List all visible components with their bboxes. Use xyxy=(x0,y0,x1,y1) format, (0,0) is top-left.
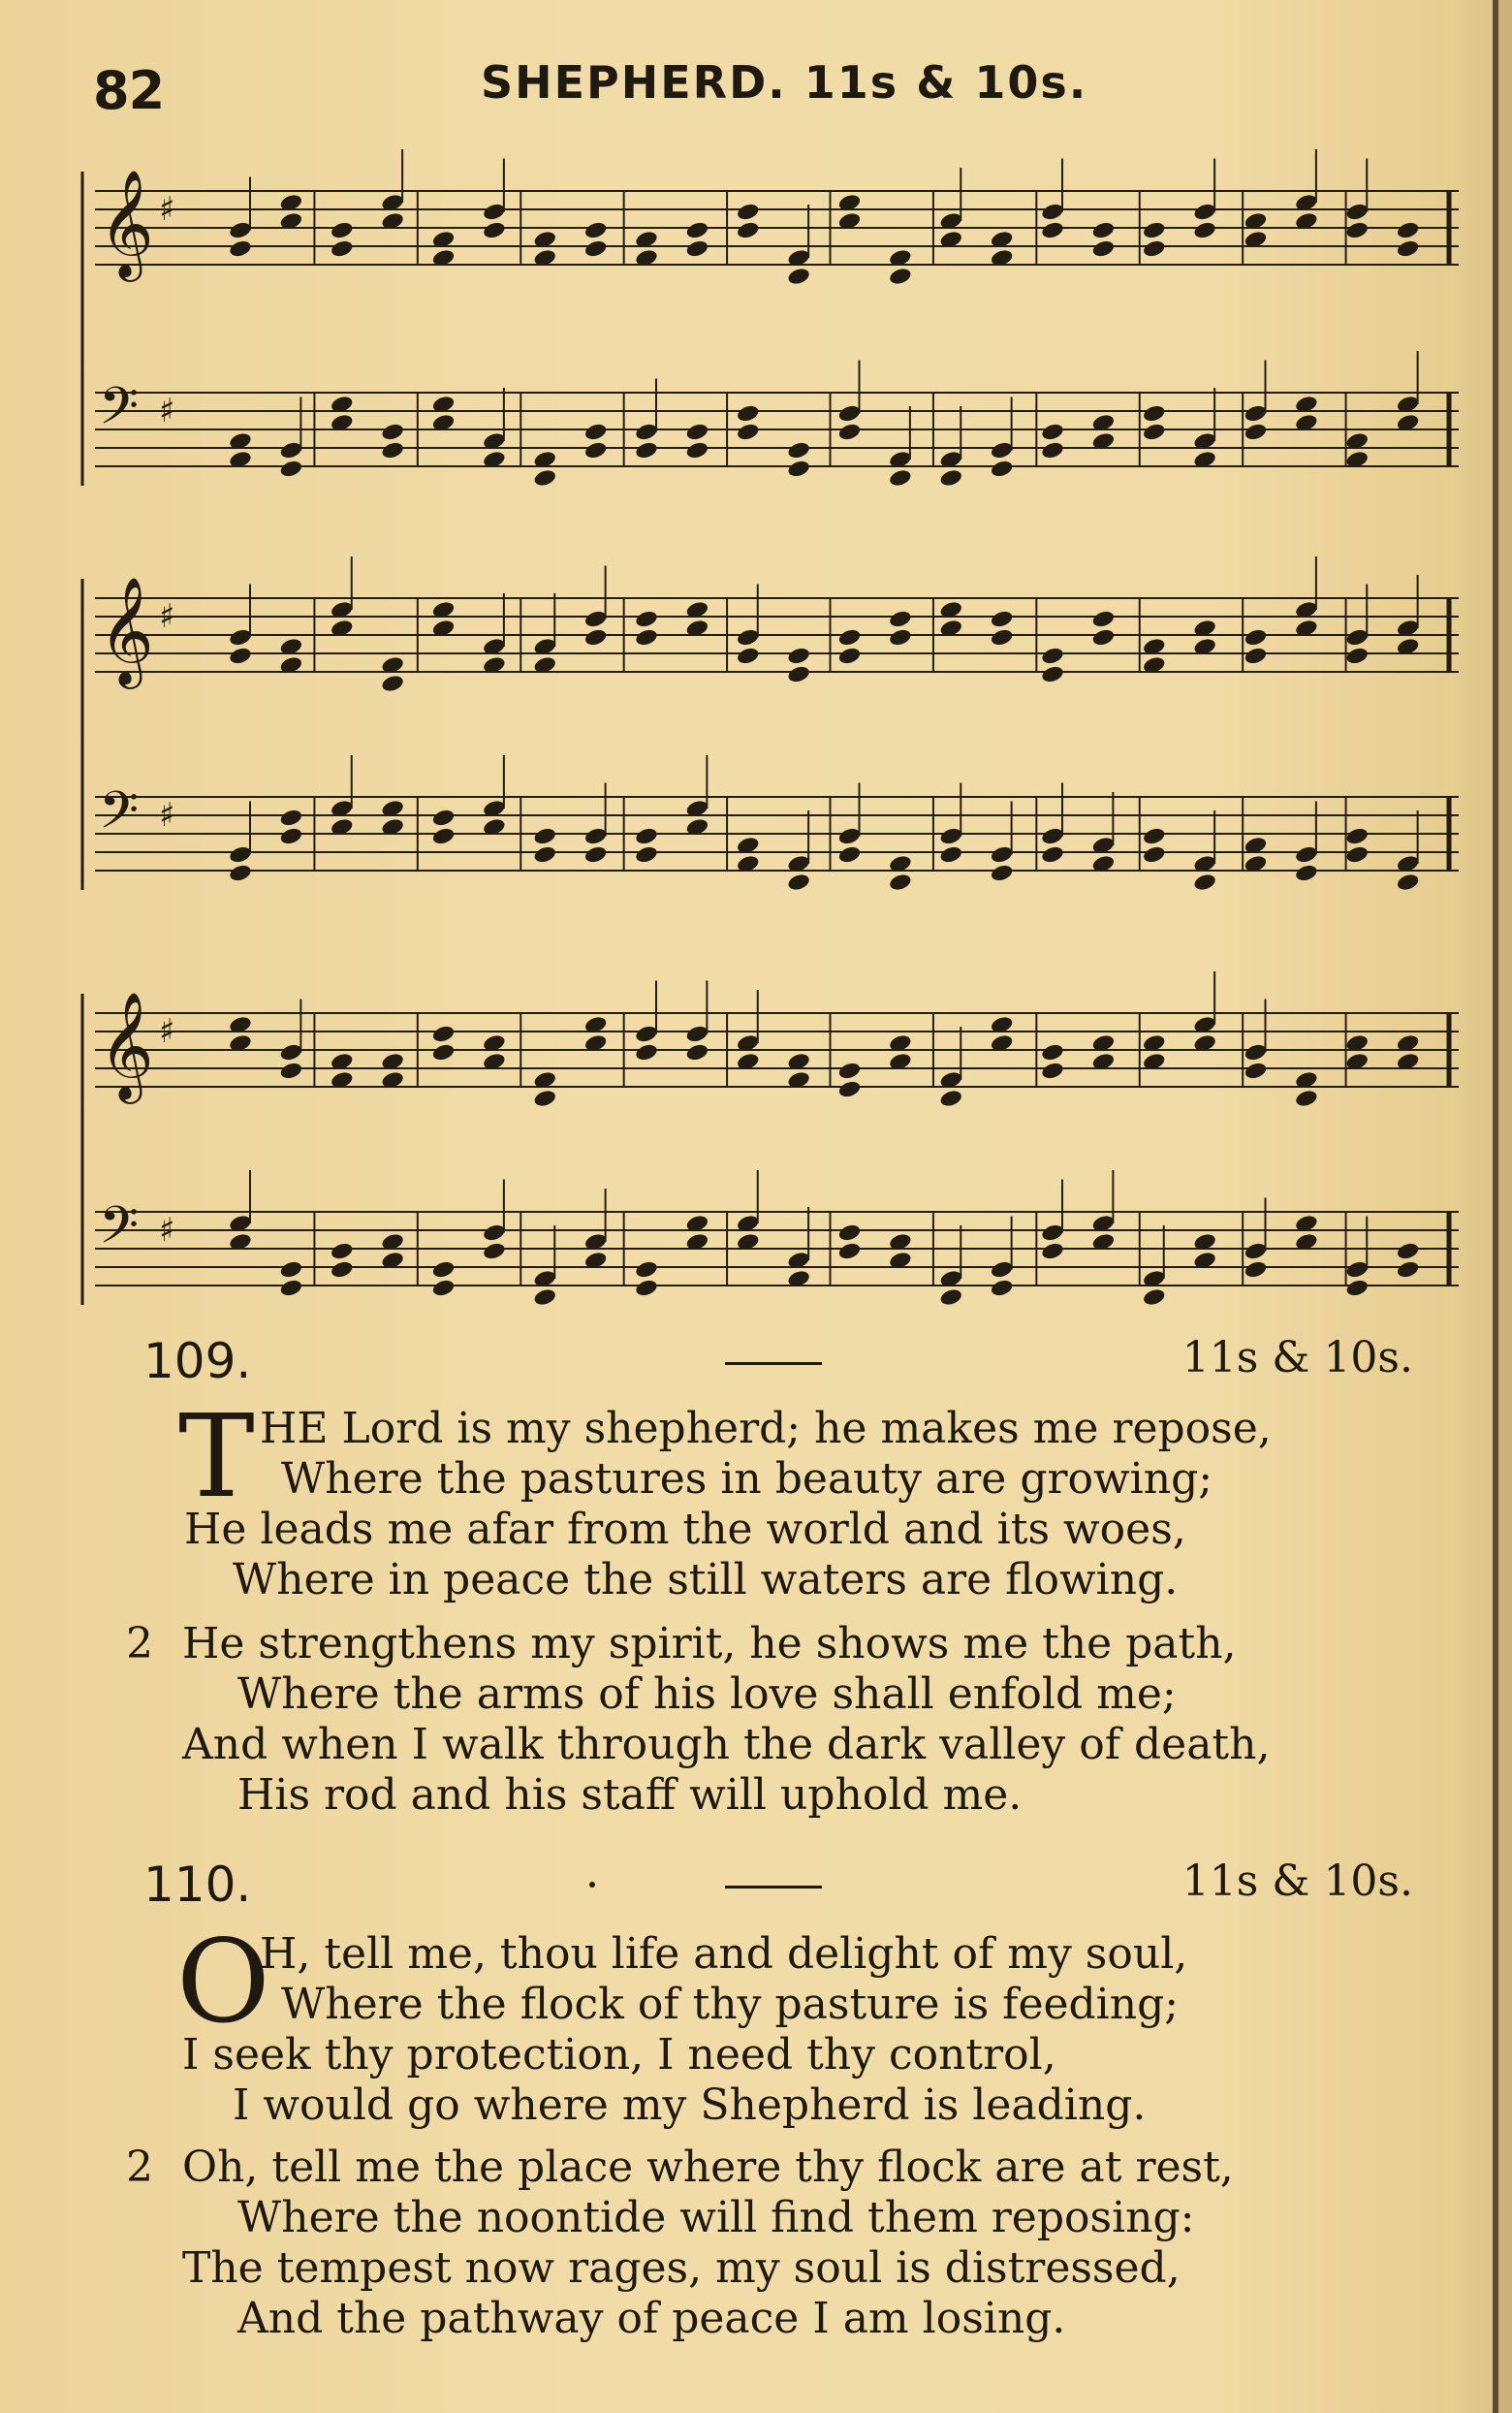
note-head xyxy=(1396,238,1420,259)
note-head xyxy=(1244,1241,1268,1261)
note-head xyxy=(279,808,303,828)
note-head xyxy=(1040,1042,1064,1063)
note-head xyxy=(786,646,810,666)
note-head xyxy=(431,826,456,846)
note-head xyxy=(888,873,912,893)
note-head xyxy=(431,1259,456,1280)
verse-line: Where in peace the still waters are flowing. xyxy=(233,1555,1179,1604)
note-head xyxy=(583,220,608,240)
note-head xyxy=(1040,422,1064,442)
note-head xyxy=(228,646,252,666)
note-head xyxy=(1396,220,1420,240)
verse-line: Where the pastures in beauty are growing; xyxy=(281,1454,1213,1504)
note-head xyxy=(634,627,658,648)
note-head xyxy=(888,609,912,629)
note-head xyxy=(1345,1259,1370,1280)
note-head xyxy=(1192,202,1216,222)
hymn-110-verse-2 xyxy=(126,2143,1415,2344)
note-head xyxy=(1142,844,1166,865)
hymn-number: 109. xyxy=(143,1333,252,1389)
note-head xyxy=(634,440,658,460)
stray-dot xyxy=(589,1882,595,1888)
note-head xyxy=(1244,1259,1268,1280)
note-head xyxy=(1345,646,1370,666)
note-head xyxy=(837,422,862,442)
verse-line: HE Lord is my shepherd; he makes me repose, xyxy=(260,1404,1272,1453)
note-head xyxy=(837,646,862,666)
note-head xyxy=(1040,220,1064,240)
treble-clef-icon: 𝄞 xyxy=(99,991,154,1099)
note-head xyxy=(431,1024,456,1044)
hymn-meter: 11s & 10s. xyxy=(1181,1857,1413,1906)
key-signature-icon: ♯ xyxy=(159,392,175,430)
note-head xyxy=(330,1259,354,1280)
note-head xyxy=(1142,403,1166,424)
note-head xyxy=(533,844,557,865)
note-head xyxy=(736,403,760,424)
note-head xyxy=(279,1061,303,1081)
note-head xyxy=(837,1079,862,1099)
verse-line: The tempest now rages, my soul is distressed, xyxy=(182,2243,1181,2293)
note-head xyxy=(279,1278,303,1298)
note-head xyxy=(634,422,658,442)
hymn-109-header xyxy=(143,1333,1413,1391)
key-signature-icon: ♯ xyxy=(159,1211,175,1250)
bass-clef-icon: 𝄢 xyxy=(99,377,140,449)
note-head xyxy=(939,1089,963,1109)
note-head xyxy=(1091,627,1116,648)
note-head xyxy=(1244,1061,1268,1081)
note-head xyxy=(228,220,252,240)
note-head xyxy=(583,627,608,648)
note-head xyxy=(279,826,303,846)
note-head xyxy=(1396,873,1420,893)
note-head xyxy=(1142,422,1166,442)
note-head xyxy=(685,1042,709,1063)
note-head xyxy=(1040,1061,1064,1081)
note-head xyxy=(330,238,354,259)
note-head xyxy=(685,440,709,460)
note-head xyxy=(634,1278,658,1298)
note-head xyxy=(1294,863,1318,883)
note-head xyxy=(1396,1259,1420,1280)
note-head xyxy=(431,808,456,828)
note-head xyxy=(533,1287,557,1308)
note-head xyxy=(279,440,303,460)
note-head xyxy=(736,422,760,442)
note-head xyxy=(837,1061,862,1081)
note-head xyxy=(482,1222,506,1243)
bass-clef-icon: 𝄢 xyxy=(99,1196,140,1268)
verse-line: And when I walk through the dark valley of death, xyxy=(182,1720,1271,1769)
drop-cap: T xyxy=(178,1389,255,1523)
verse-line: Where the flock of thy pasture is feeding; xyxy=(281,1980,1180,2029)
note-head xyxy=(888,267,912,287)
bass-clef-icon: 𝄢 xyxy=(99,781,140,853)
note-head xyxy=(736,220,760,240)
hymn-109-verse-1 xyxy=(126,1389,1415,1605)
note-head xyxy=(1192,220,1216,240)
note-head xyxy=(786,440,810,460)
note-head xyxy=(431,1278,456,1298)
note-head xyxy=(837,1222,862,1243)
note-head xyxy=(634,1259,658,1280)
note-head xyxy=(685,238,709,259)
note-head xyxy=(786,873,810,893)
note-head xyxy=(279,459,303,479)
note-head xyxy=(1040,826,1064,846)
note-head xyxy=(1142,238,1166,259)
divider-dash xyxy=(725,1886,822,1889)
hymn-meter: 11s & 10s. xyxy=(1181,1333,1413,1382)
key-signature-icon: ♯ xyxy=(159,190,175,229)
note-head xyxy=(1244,1042,1268,1063)
note-head xyxy=(533,1089,557,1109)
note-head xyxy=(1091,609,1116,629)
note-head xyxy=(990,627,1014,648)
note-head xyxy=(837,403,862,424)
note-head xyxy=(1142,826,1166,846)
note-head xyxy=(1345,826,1370,846)
note-head xyxy=(533,468,557,489)
note-head xyxy=(228,627,252,648)
hymn-number: 110. xyxy=(143,1857,252,1913)
note-head xyxy=(1040,1241,1064,1261)
note-head xyxy=(1345,844,1370,865)
note-head xyxy=(1091,220,1116,240)
note-head xyxy=(279,1042,303,1063)
note-head xyxy=(1040,1222,1064,1243)
note-head xyxy=(1244,646,1268,666)
note-head xyxy=(228,238,252,259)
verse-line: I would go where my Shepherd is leading. xyxy=(233,2080,1147,2130)
key-signature-icon: ♯ xyxy=(159,1012,175,1051)
verse-number: 2 xyxy=(126,2143,153,2192)
note-head xyxy=(380,674,404,694)
verse-line: He strengthens my spirit, he shows me the path, xyxy=(182,1619,1237,1668)
verse-line: Where the arms of his love shall enfold me; xyxy=(237,1669,1177,1719)
key-signature-icon: ♯ xyxy=(159,597,175,636)
verse-line: H, tell me, thou life and delight of my soul, xyxy=(260,1929,1188,1979)
note-head xyxy=(380,440,404,460)
verse-line: I seek thy protection, I need thy control, xyxy=(182,2030,1056,2080)
note-head xyxy=(1040,844,1064,865)
note-head xyxy=(330,1241,354,1261)
note-head xyxy=(583,844,608,865)
note-head xyxy=(939,844,963,865)
verse-line: Oh, tell me the place where thy flock are at rest, xyxy=(182,2143,1234,2192)
note-head xyxy=(990,844,1014,865)
tune-title: SHEPHERD. 11s & 10s. xyxy=(481,56,1088,109)
note-head xyxy=(634,1042,658,1063)
verse-line: Where the noontide will find them reposing: xyxy=(237,2193,1195,2242)
note-head xyxy=(786,664,810,684)
note-head xyxy=(837,826,862,846)
note-head xyxy=(380,422,404,442)
drop-cap: O xyxy=(176,1915,270,2048)
note-head xyxy=(685,1024,709,1044)
verse-line: His rod and his staff will uphold me. xyxy=(237,1770,1023,1820)
note-head xyxy=(685,422,709,442)
note-head xyxy=(939,1287,963,1308)
note-head xyxy=(786,267,810,287)
hymn-110-verse-1 xyxy=(126,1915,1415,2131)
hymn-110-header xyxy=(143,1857,1413,1915)
key-signature-icon: ♯ xyxy=(159,796,175,835)
note-head xyxy=(1345,627,1370,648)
hymn-109-verse-2 xyxy=(126,1619,1415,1821)
note-head xyxy=(1345,1278,1370,1298)
note-head xyxy=(1244,422,1268,442)
note-head xyxy=(837,844,862,865)
note-head xyxy=(1142,1287,1166,1308)
note-head xyxy=(990,459,1014,479)
note-head xyxy=(431,1042,456,1063)
note-head xyxy=(837,627,862,648)
note-head xyxy=(533,826,557,846)
note-head xyxy=(1040,664,1064,684)
note-head xyxy=(736,627,760,648)
note-head xyxy=(1345,202,1370,222)
note-head xyxy=(990,1259,1014,1280)
note-head xyxy=(1040,646,1064,666)
note-head xyxy=(1192,873,1216,893)
note-head xyxy=(482,220,506,240)
note-head xyxy=(1244,403,1268,424)
note-head xyxy=(1345,220,1370,240)
verse-line: And the pathway of peace I am losing. xyxy=(237,2294,1066,2343)
note-head xyxy=(939,826,963,846)
note-head xyxy=(634,1024,658,1044)
note-head xyxy=(583,826,608,846)
note-head xyxy=(1040,202,1064,222)
treble-clef-icon: 𝄞 xyxy=(99,169,154,277)
note-head xyxy=(888,468,912,489)
note-head xyxy=(482,202,506,222)
note-head xyxy=(736,646,760,666)
note-head xyxy=(1294,844,1318,865)
note-head xyxy=(990,1278,1014,1298)
verse-line: He leads me afar from the world and its woes, xyxy=(184,1505,1186,1554)
note-head xyxy=(990,863,1014,883)
note-head xyxy=(583,609,608,629)
note-head xyxy=(1244,627,1268,648)
note-head xyxy=(1294,1089,1318,1109)
note-head xyxy=(1396,1241,1420,1261)
note-head xyxy=(786,459,810,479)
note-head xyxy=(583,440,608,460)
note-head xyxy=(990,440,1014,460)
note-head xyxy=(736,202,760,222)
verse-number: 2 xyxy=(126,1619,153,1668)
note-head xyxy=(330,220,354,240)
divider-dash xyxy=(725,1362,822,1365)
note-head xyxy=(634,826,658,846)
treble-clef-icon: 𝄞 xyxy=(99,576,154,684)
note-head xyxy=(837,1241,862,1261)
note-head xyxy=(1091,238,1116,259)
note-head xyxy=(634,609,658,629)
note-head xyxy=(634,844,658,865)
note-head xyxy=(482,1241,506,1261)
note-head xyxy=(583,238,608,259)
note-head xyxy=(888,627,912,648)
note-head xyxy=(1142,220,1166,240)
note-head xyxy=(990,609,1014,629)
page-number: 82 xyxy=(93,60,165,121)
note-head xyxy=(583,422,608,442)
note-head xyxy=(1040,440,1064,460)
note-head xyxy=(279,1259,303,1280)
note-head xyxy=(685,220,709,240)
note-head xyxy=(228,863,252,883)
note-head xyxy=(939,468,963,489)
note-head xyxy=(228,844,252,865)
